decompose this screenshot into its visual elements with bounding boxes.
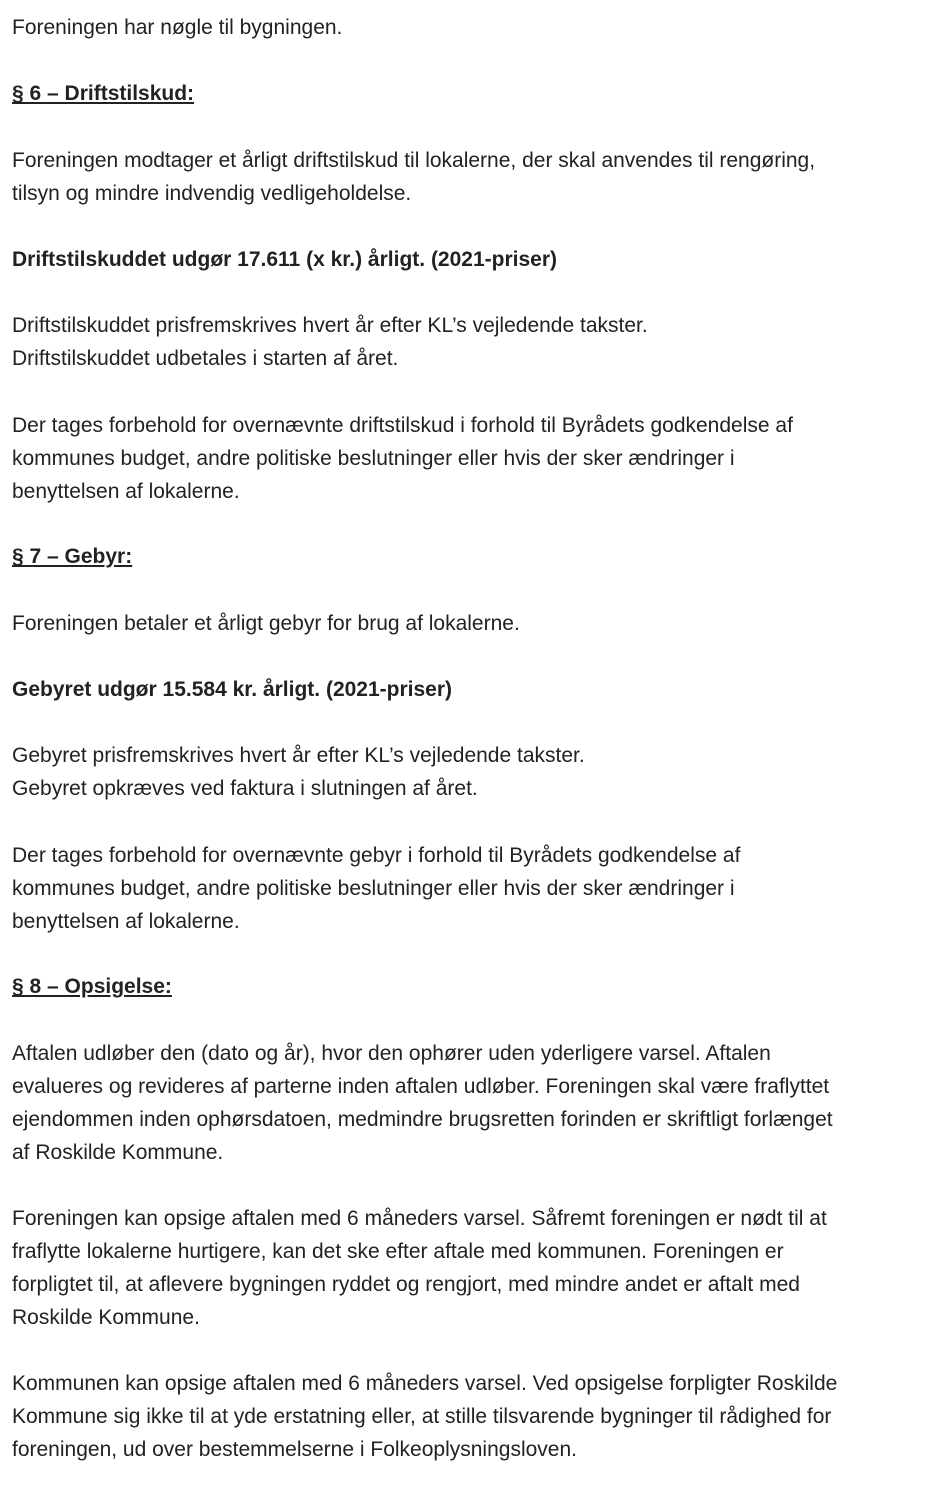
- section-7-heading: § 7 – Gebyr:: [12, 545, 133, 568]
- section-6-paragraph-1-line: Foreningen modtager et årligt driftstilskud til lokalerne, der skal anvendes til rengøring,: [12, 149, 816, 172]
- section-8-paragraph-3-line: Kommunen kan opsige aftalen med 6 måneders varsel. Ved opsigelse forpligter Roskilde: [12, 1372, 838, 1395]
- section-6-paragraph-1-line: tilsyn og mindre indvendig vedligeholdelse.: [12, 182, 412, 205]
- section-8-paragraph-2-line: fraflytte lokalerne hurtigere, kan det ske efter aftale med kommunen. Foreningen er: [12, 1240, 784, 1263]
- section-6-amount: Driftstilskuddet udgør 17.611 (x kr.) årligt. (2021-priser): [12, 248, 558, 271]
- section-8-paragraph-2-line: Roskilde Kommune.: [12, 1306, 200, 1329]
- section-8-paragraph-2-line: forpligtet til, at aflevere bygningen ryddet og rengjort, med mindre andet er aftalt med: [12, 1273, 800, 1296]
- section-8-paragraph-2-line: Foreningen kan opsige aftalen med 6 måneders varsel. Såfremt foreningen er nødt til at: [12, 1207, 827, 1230]
- section-7-paragraph-3-line: kommunes budget, andre politiske beslutninger eller hvis der sker ændringer i: [12, 877, 735, 900]
- section-6-paragraph-3-line: Der tages forbehold for overnævnte driftstilskud i forhold til Byrådets godkendelse af: [12, 414, 793, 437]
- section-8-heading: § 8 – Opsigelse:: [12, 975, 172, 998]
- section-6-paragraph-2-line: Driftstilskuddet udbetales i starten af året.: [12, 347, 399, 370]
- section-7-paragraph-1-line: Foreningen betaler et årligt gebyr for brug af lokalerne.: [12, 612, 520, 635]
- section-8-paragraph-1-line: ejendommen inden ophørsdatoen, medmindre brugsretten forinden er skriftligt forlænget: [12, 1108, 833, 1131]
- section-8-paragraph-1-line: Aftalen udløber den (dato og år), hvor den ophører uden yderligere varsel. Aftalen: [12, 1042, 771, 1065]
- section-8-paragraph-3-line: foreningen, ud over bestemmelserne i Folkeoplysningsloven.: [12, 1438, 577, 1461]
- section-7-paragraph-3-line: Der tages forbehold for overnævnte gebyr i forhold til Byrådets godkendelse af: [12, 844, 741, 867]
- section-8-paragraph-1-line: af Roskilde Kommune.: [12, 1141, 224, 1164]
- section-8-paragraph-3-line: Kommune sig ikke til at yde erstatning eller, at stille tilsvarende bygninger til rådighed for: [12, 1405, 832, 1428]
- section-6-paragraph-3-line: benyttelsen af lokalerne.: [12, 480, 240, 503]
- section-7-paragraph-2-line: Gebyret prisfremskrives hvert år efter KL’s vejledende takster.: [12, 744, 585, 767]
- section-7-paragraph-2-line: Gebyret opkræves ved faktura i slutningen af året.: [12, 777, 478, 800]
- section-7-paragraph-3-line: benyttelsen af lokalerne.: [12, 910, 240, 933]
- section-6-paragraph-2-line: Driftstilskuddet prisfremskrives hvert år efter KL’s vejledende takster.: [12, 314, 648, 337]
- section-6-heading: § 6 – Driftstilskud:: [12, 82, 195, 105]
- section-7-amount: Gebyret udgør 15.584 kr. årligt. (2021-priser): [12, 678, 453, 701]
- section-6-paragraph-3-line: kommunes budget, andre politiske beslutninger eller hvis der sker ændringer i: [12, 447, 735, 470]
- section-8-paragraph-1-line: evalueres og revideres af parterne inden aftalen udløber. Foreningen skal være fraflyttet: [12, 1075, 830, 1098]
- intro-text: Foreningen har nøgle til bygningen.: [12, 16, 343, 39]
